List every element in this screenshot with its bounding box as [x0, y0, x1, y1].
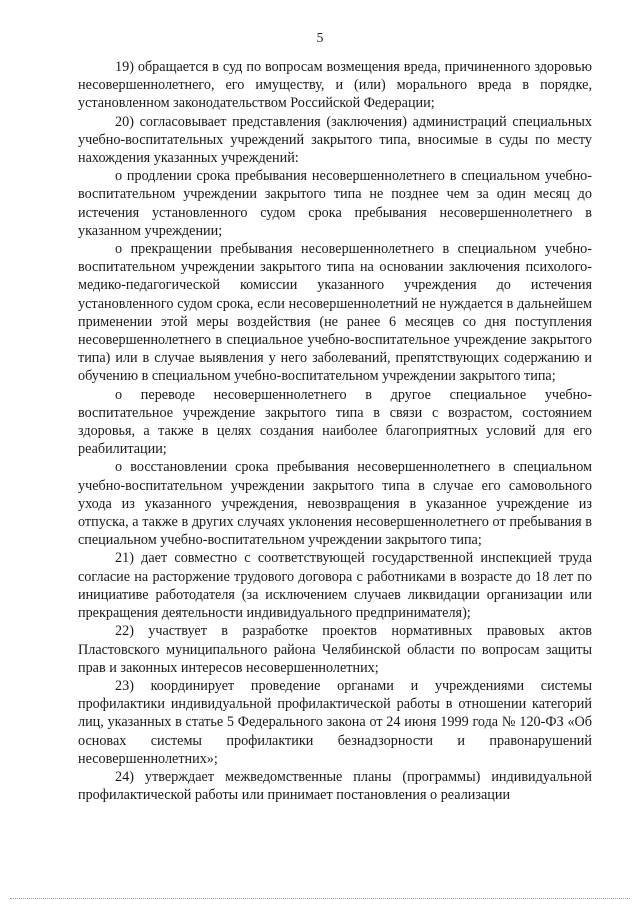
paragraph-subitem-prolongation: о продлении срока пребывания несовершеннолетнего в специальном учебно-воспитательном учреждении закрытого типа не позднее чем за один месяц до истечения установленного судом срока пребывания несовершеннолетнего в указанном учреждении;	[78, 168, 592, 239]
paragraph-item-19: 19) обращается в суд по вопросам возмещения вреда, причиненного здоровью несовершеннолетнего, его имуществу, и (или) морального вреда в порядке, установленном законодательством Российской Федерации;	[78, 59, 592, 112]
page-number: 5	[316, 30, 324, 45]
paragraph-subitem-transfer: о переводе несовершеннолетнего в другое специальное учебно-воспитательное учреждение закрытого типа в связи с возрастом, состоянием здоровья, а также в целях создания наиболее благоприятных условий для его реабилитации;	[78, 386, 592, 458]
paragraph-item-21: 21) дает совместно с соответствующей государственной инспекцией труда согласие на расторжение трудового договора с работниками в возрасте до 18 лет по инициативе работодателя (за исключением случаев ликвидации организации или прекращения деятельности индивидуального предпринимателя);	[78, 550, 592, 622]
paragraph-subitem-termination: о прекращении пребывания несовершеннолетнего в специальном учебно-воспитательном учреждении закрытого типа на основании заключения психолого-медико-педагогической комиссии указанного учреждения до истечения установленного судом срока, если несовершеннолетний не нуждается в дальнейшем применении этой меры воздействия (не ранее 6 месяцев со дня поступления несовершеннолетнего в специальное учебно-воспитательное учреждение закрытого типа) или в случае выявления у него заболеваний, препятствующих содержанию и обучению в специальном учебно-воспитательном учреждении закрытого типа;	[78, 241, 592, 385]
paragraph-item-20: 20) согласовывает представления (заключения) администраций специальных учебно-воспитательных учреждений закрытого типа, вносимые в суды по месту нахождения указанных учреждений:	[78, 113, 592, 167]
document-body	[78, 58, 592, 804]
paragraph-item-24: 24) утверждает межведомственные планы (программы) индивидуальной профилактической работы или принимает постановления о реализации	[78, 768, 592, 804]
paragraph-item-23: 23) координирует проведение органами и учреждениями системы профилактики индивидуальной профилактической работы в отношении категорий лиц, указанных в статье 5 Федерального закона от 24 июня 1999 года № 120-ФЗ «Об основах системы профилактики безнадзорности и правонарушений несовершеннолетних»;	[78, 677, 592, 767]
footer-divider	[10, 898, 630, 899]
paragraph-item-22: 22) участвует в разработке проектов нормативных правовых актов Пластовского муниципального района Челябинской области по вопросам защиты прав и законных интересов несовершеннолетних;	[78, 623, 592, 676]
paragraph-subitem-restoration: о восстановлении срока пребывания несовершеннолетнего в специальном учебно-воспитательном учреждении закрытого типа в случае его самовольного ухода из указанного учреждения, невозвращения в указанное учреждение из отпуска, а также в других случаях уклонения несовершеннолетнего от пребывания в специальном учебно-воспитательном учреждении закрытого типа;	[78, 459, 592, 549]
